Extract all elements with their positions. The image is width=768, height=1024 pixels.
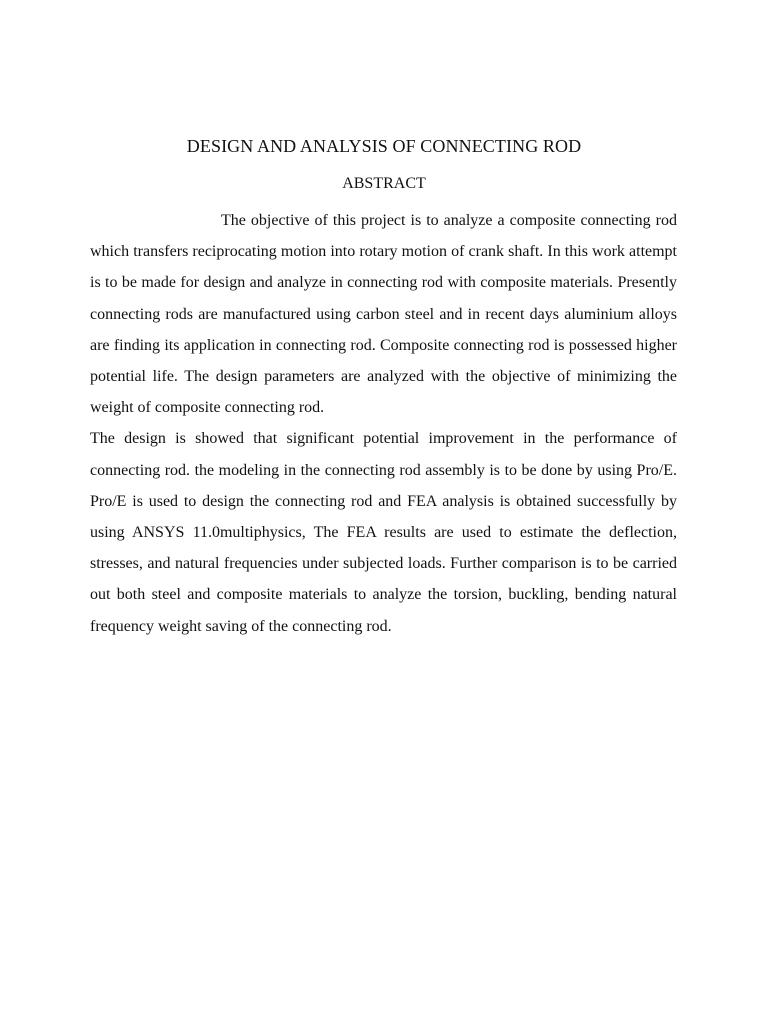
document-title: DESIGN AND ANALYSIS OF CONNECTING ROD <box>186 136 582 156</box>
abstract-paragraph-1: The objective of this project is to analyze a composite connecting rod which transfers reciprocating motion into rotary motion of crank shaft. In this work attempt is to be made for design and analyze in connecting rod with composite materials. Presently connecting rods are manufactured using carbon steel and in recent days aluminium alloys are finding its application in connecting rod. Composite connecting rod is possessed higher potential life. The design parameters are analyzed with the objective of minimizing the weight of composite connecting rod. <box>90 212 677 417</box>
abstract-body <box>90 205 677 642</box>
abstract-paragraph-2: The design is showed that significant potential improvement in the performance of connecting rod. the modeling in the connecting rod assembly is to be done by using Pro/E. Pro/E is used to design the connecting rod and FEA analysis is obtained successfully by using ANSYS 11.0multiphysics, The FEA results are used to estimate the deflection, stresses, and natural frequencies under subjected loads. Further comparison is to be carried out both steel and composite materials to analyze the torsion, buckling, bending natural frequency weight saving of the connecting rod. <box>90 430 677 635</box>
abstract-heading: ABSTRACT <box>342 175 426 192</box>
